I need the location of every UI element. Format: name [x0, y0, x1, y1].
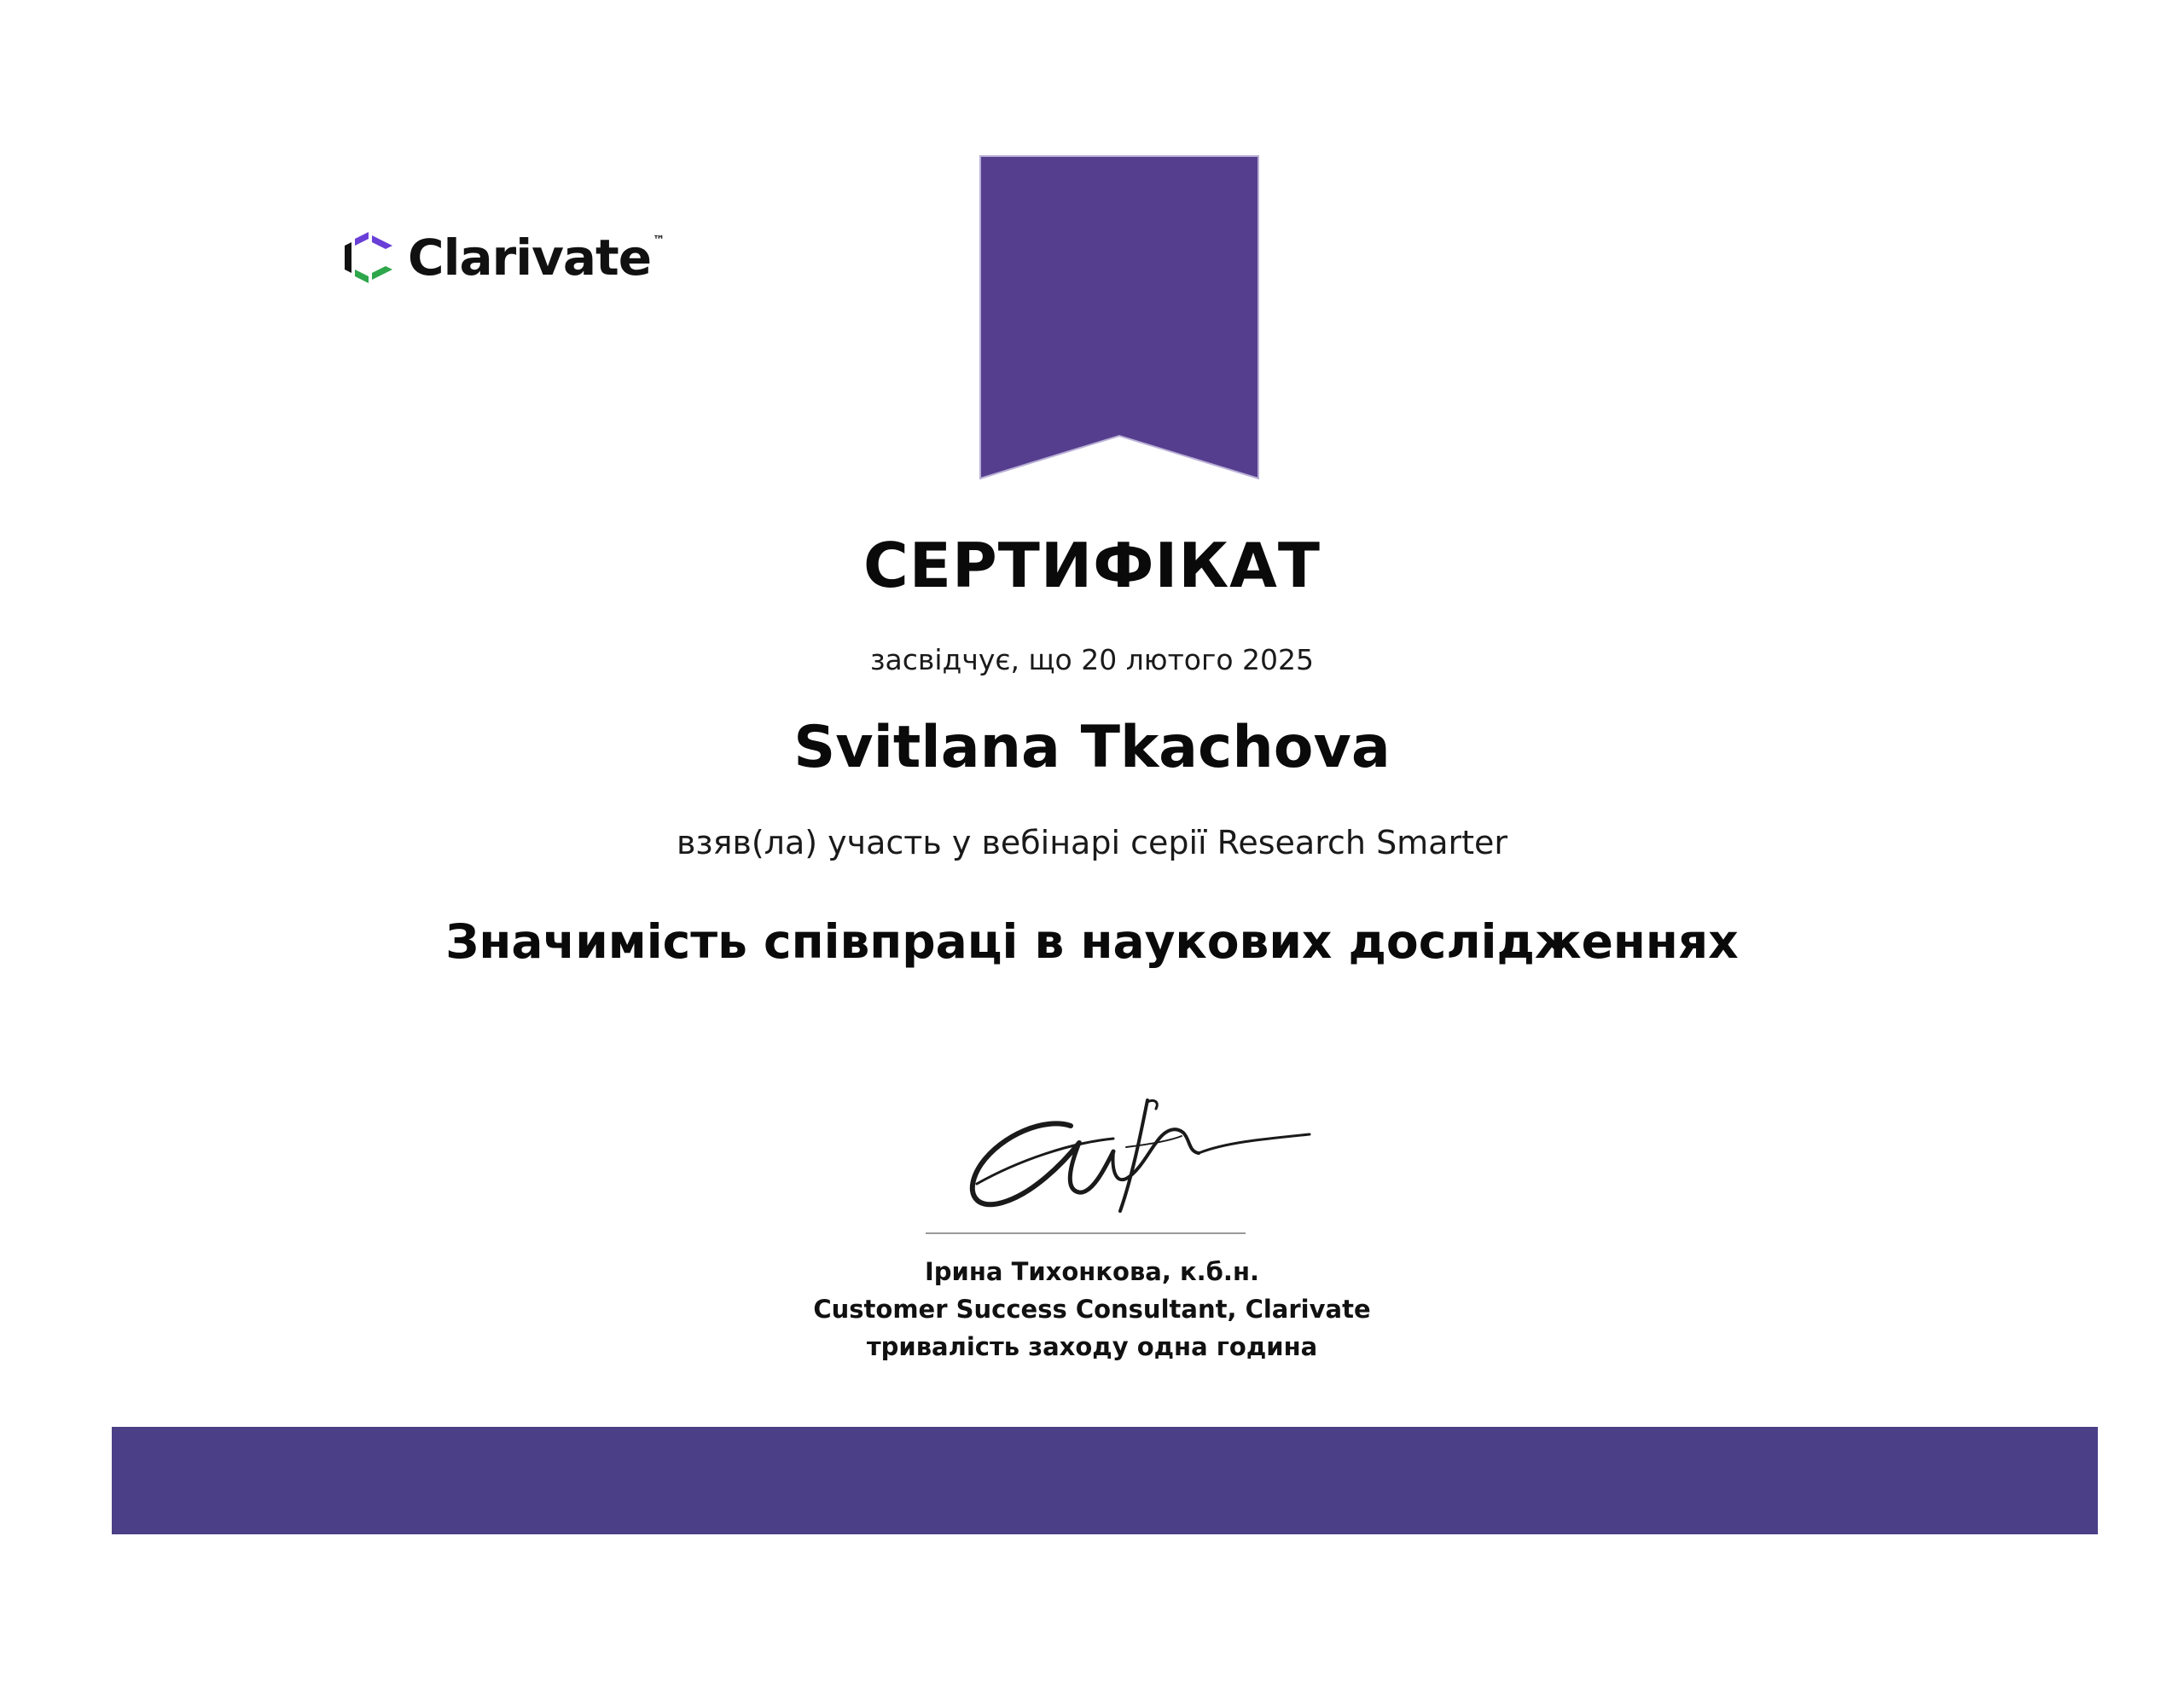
clarivate-logo-icon — [338, 227, 399, 288]
logo-wordmark: Clarivate — [408, 229, 652, 287]
footer-band — [112, 1427, 2098, 1534]
attestation-text: засвідчує, що 20 лютого 2025 — [870, 643, 1314, 676]
signature-line — [926, 1232, 1246, 1234]
participation-text: взяв(ла) участь у вебінарі серії Research Smarter — [676, 824, 1508, 861]
event-duration: тривалість заходу одна година — [866, 1332, 1318, 1361]
clarivate-logo — [338, 223, 713, 292]
signatory-role: Customer Success Consultant, Clarivate — [813, 1295, 1371, 1324]
handwritten-signature — [951, 1083, 1335, 1228]
signatory-name: Ірина Тихонкова, к.б.н. — [925, 1257, 1259, 1286]
certificate-title: СЕРТИФІКАТ — [863, 530, 1321, 601]
webinar-title: Значимість співпраці в наукових дослідженнях — [445, 914, 1739, 969]
logo-trademark: ™ — [653, 234, 665, 247]
ribbon-bookmark — [979, 154, 1260, 481]
recipient-name: Svitlana Tkachova — [793, 714, 1391, 781]
